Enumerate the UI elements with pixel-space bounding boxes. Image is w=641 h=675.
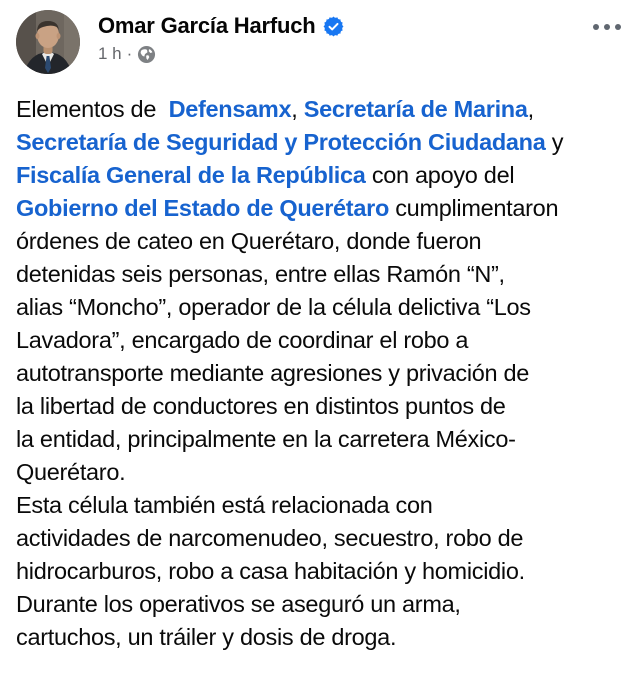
text-segment: con apoyo del xyxy=(365,162,515,188)
post-text-line xyxy=(16,456,625,489)
ellipsis-icon xyxy=(615,24,621,30)
text-segment: órdenes de cateo en Querétaro, donde fueron xyxy=(16,228,482,254)
avatar-photo xyxy=(16,10,80,74)
text-segment: , xyxy=(291,96,304,122)
text-segment: y xyxy=(545,129,564,155)
post-meta xyxy=(98,10,344,64)
text-segment: Lavadora”, encargado de coordinar el robo a xyxy=(16,327,469,353)
text-segment: detenidas seis personas, entre ellas Ramón “N”, xyxy=(16,261,505,287)
text-segment: autotransporte mediante agresiones y privación de xyxy=(16,360,530,386)
author-row xyxy=(98,13,344,39)
ellipsis-icon xyxy=(604,24,610,30)
post-text-line xyxy=(16,555,625,588)
page-link[interactable]: Fiscalía General de la República xyxy=(16,162,366,188)
post-text-line xyxy=(16,159,625,192)
text-segment: actividades de narcomenudeo, secuestro, robo de xyxy=(16,525,524,551)
text-segment: la entidad, principalmente en la carretera México- xyxy=(16,426,516,452)
text-segment: la libertad de conductores en distintos puntos de xyxy=(16,393,506,419)
text-segment: cartuchos, un tráiler y dosis de droga. xyxy=(16,624,397,650)
post-text-line xyxy=(16,126,625,159)
text-segment: hidrocarburos, robo a casa habitación y homicidio. xyxy=(16,558,525,584)
post-text-line xyxy=(16,93,625,126)
text-segment: Durante los operativos se aseguró un arma, xyxy=(16,591,461,617)
text-segment: Elementos de xyxy=(16,96,169,122)
post-text-line xyxy=(16,225,625,258)
author-name[interactable]: Omar García Harfuch xyxy=(98,13,316,38)
post-options-button[interactable] xyxy=(589,16,625,38)
text-segment: Querétaro. xyxy=(16,459,126,485)
post-text-line xyxy=(16,258,625,291)
page-link[interactable]: Secretaría de Seguridad y Protección Ciudadana xyxy=(16,129,546,155)
text-segment: alias “Moncho”, operador de la célula delictiva “Los xyxy=(16,294,531,320)
text-segment: cumplimentaron xyxy=(389,195,559,221)
globe-public-icon xyxy=(137,44,156,64)
page-link[interactable]: Defensamx xyxy=(168,96,292,122)
text-segment: Esta célula también está relacionada con xyxy=(16,492,433,518)
post-header xyxy=(16,10,625,74)
post-text xyxy=(16,93,625,654)
meta-separator: · xyxy=(126,44,133,63)
post-text-line xyxy=(16,423,625,456)
verified-badge-icon xyxy=(323,16,344,37)
post-text-line xyxy=(16,588,625,621)
post-text-line xyxy=(16,324,625,357)
page-link[interactable]: Secretaría de Marina xyxy=(303,96,528,122)
page-link[interactable]: Gobierno del Estado de Querétaro xyxy=(16,195,389,221)
text-segment: , xyxy=(527,96,534,122)
post-text-line xyxy=(16,621,625,654)
post-text-line xyxy=(16,291,625,324)
post-timestamp[interactable]: 1 h xyxy=(98,44,122,63)
ellipsis-icon xyxy=(593,24,599,30)
avatar[interactable] xyxy=(16,10,80,74)
post-text-line xyxy=(16,192,625,225)
post-text-line xyxy=(16,390,625,423)
post-text-line xyxy=(16,522,625,555)
post-text-line xyxy=(16,357,625,390)
timestamp-row xyxy=(98,44,344,64)
post-text-line xyxy=(16,489,625,522)
